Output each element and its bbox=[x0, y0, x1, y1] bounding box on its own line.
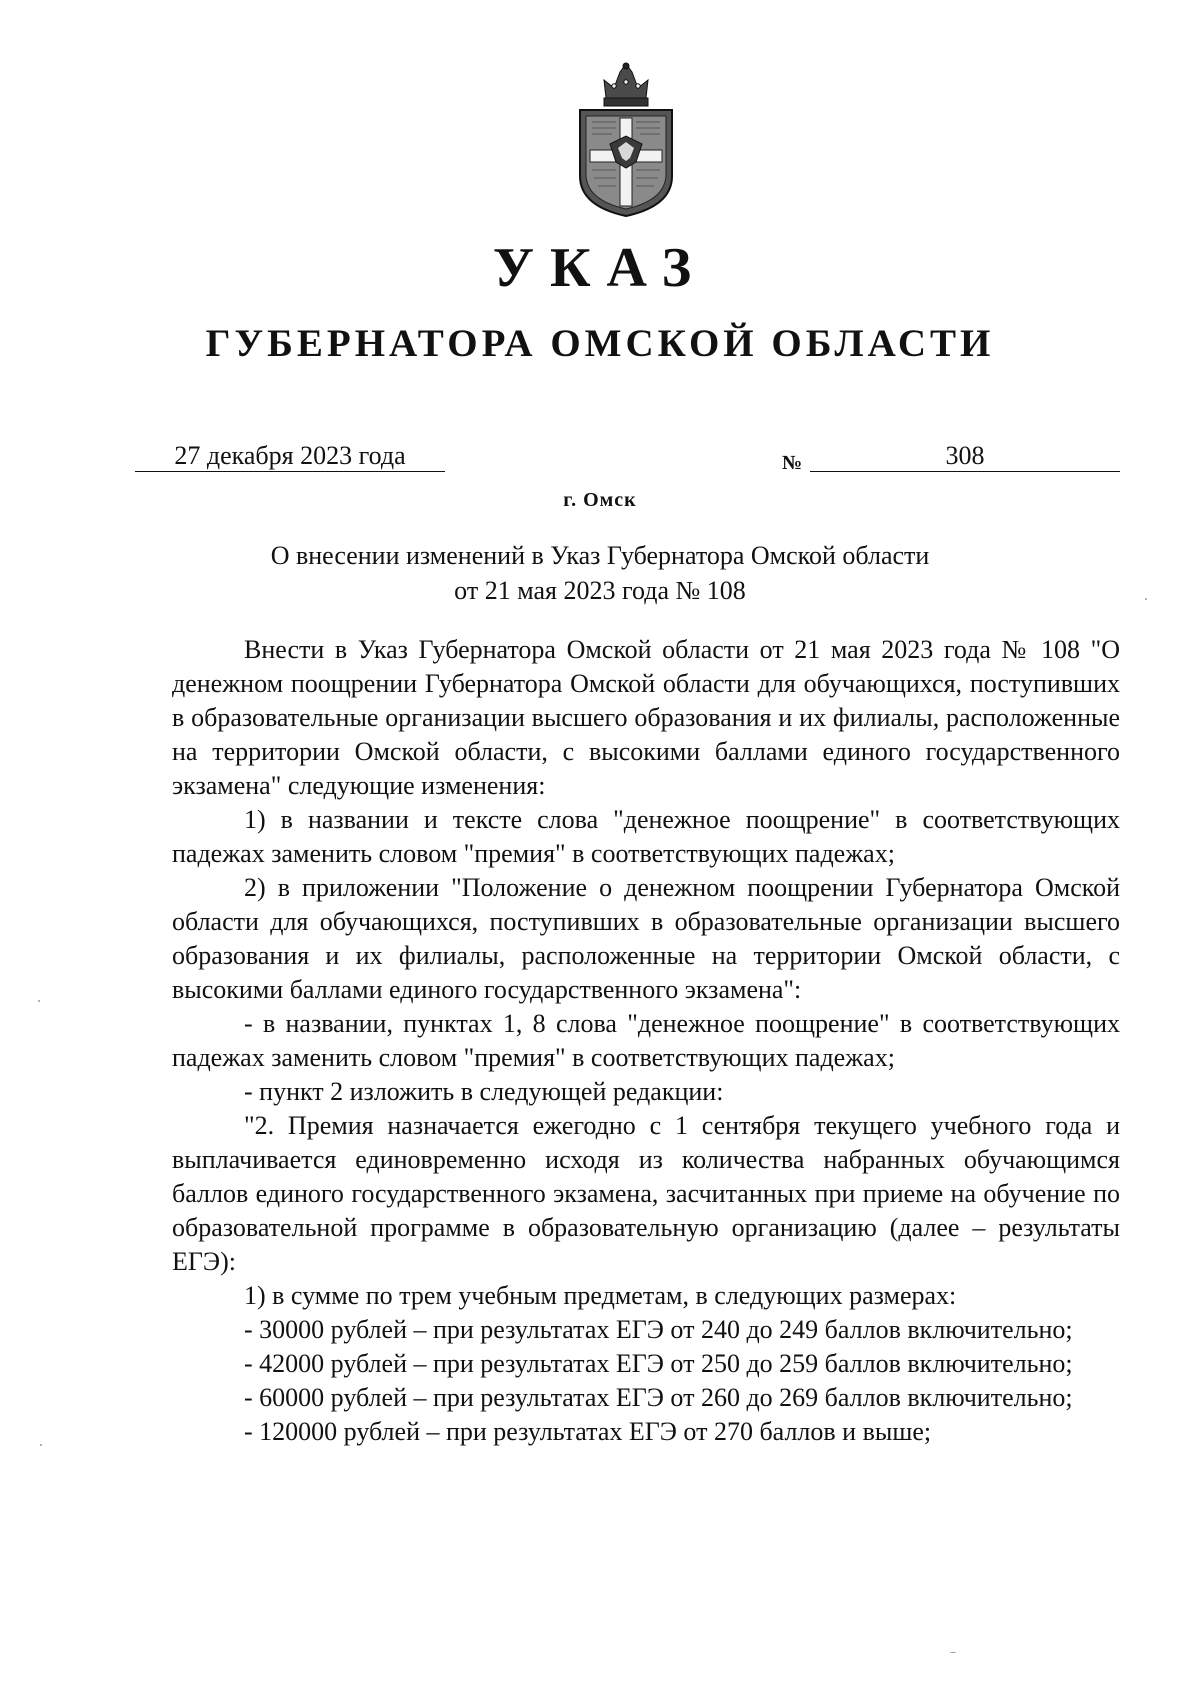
body-paragraph: "2. Премия назначается ежегодно с 1 сентября текущего учебного года и выплачивается единовременно исходя из количества набранных обучающимся баллов единого государственного экзамена, засчитанных при приеме на обучение по образовательной программе в образовательную организацию (далее – результаты ЕГЭ): bbox=[172, 1111, 1120, 1276]
number-label: № bbox=[782, 452, 803, 474]
document-date: 27 декабря 2023 года bbox=[135, 441, 445, 472]
document-issuer: ГУБЕРНАТОРА ОМСКОЙ ОБЛАСТИ bbox=[205, 322, 995, 365]
subject-line-1: О внесении изменений в Указ Губернатора Омской области bbox=[270, 541, 930, 570]
body-paragraph: - 60000 рублей – при результатах ЕГЭ от 260 до 269 баллов включительно; bbox=[244, 1383, 1073, 1412]
scan-speck bbox=[950, 1652, 956, 1653]
body-paragraph: - в названии, пунктах 1, 8 слова "денежное поощрение" в соответствующих падежах заменить словом "премия" в соответствующих падежах; bbox=[172, 1009, 1120, 1072]
subject-line-2: от 21 мая 2023 года № 108 bbox=[454, 576, 746, 605]
coat-of-arms-icon bbox=[570, 58, 682, 218]
document-number: 308 bbox=[810, 441, 1120, 472]
document-body bbox=[172, 633, 1120, 1449]
body-paragraph: - 30000 рублей – при результатах ЕГЭ от 240 до 249 баллов включительно; bbox=[244, 1315, 1073, 1344]
body-paragraph: 1) в названии и тексте слова "денежное поощрение" в соответствующих падежах заменить словом "премия" в соответствующих падежах; bbox=[172, 805, 1120, 868]
document-city: г. Омск bbox=[563, 489, 637, 511]
body-paragraph: 1) в сумме по трем учебным предметам, в следующих размерах: bbox=[244, 1281, 957, 1310]
body-paragraph: - пункт 2 изложить в следующей редакции: bbox=[244, 1077, 724, 1106]
body-paragraph: 2) в приложении "Положение о денежном поощрении Губернатора Омской области для обучающихся, поступивших в образовательные организации высшего образования и их филиалы, расположенные на территории Омской области, с высокими баллами единого государственного экзамена": bbox=[172, 873, 1120, 1004]
body-paragraph: - 120000 рублей – при результатах ЕГЭ от 270 баллов и выше; bbox=[244, 1417, 932, 1446]
scan-speck bbox=[40, 1444, 42, 1446]
document-subject bbox=[0, 538, 1200, 608]
body-paragraph: Внести в Указ Губернатора Омской области от 21 мая 2023 года № 108 "О денежном поощрении Губернатора Омской области для обучающихся, поступивших в образовательные организации высшего образования и их филиалы, расположенные на территории Омской области, с высокими баллами единого государственного экзамена" следующие изменения: bbox=[172, 635, 1120, 800]
document-title: УКАЗ bbox=[492, 237, 708, 299]
scan-speck bbox=[38, 1000, 40, 1002]
scan-speck bbox=[1145, 598, 1147, 600]
body-paragraph: - 42000 рублей – при результатах ЕГЭ от 250 до 259 баллов включительно; bbox=[244, 1349, 1073, 1378]
